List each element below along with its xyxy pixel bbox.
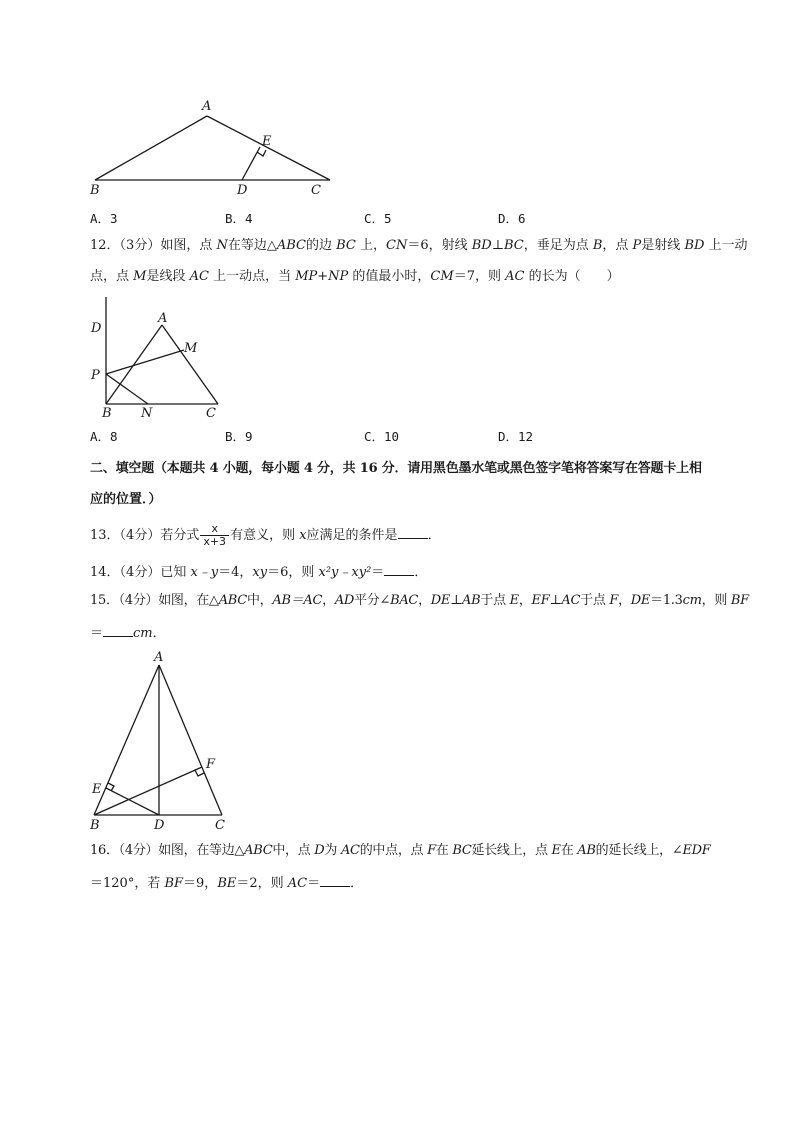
answer-blank (103, 624, 133, 637)
label-f: F (206, 757, 216, 772)
label-c: C (215, 818, 225, 833)
q15-line2: ＝ cm． (90, 626, 166, 641)
label-b: B (102, 406, 112, 421)
segment-ab (95, 116, 207, 180)
section-2-title-line2: 应的位置．） (90, 492, 162, 507)
q12-option-a: A．8 (90, 429, 118, 444)
segment-bf (94, 767, 202, 815)
segment-ac (162, 325, 218, 404)
q12-option-c: C．10 (364, 429, 400, 444)
figure-q12 (85, 292, 230, 422)
label-a: A (202, 99, 212, 114)
label-p: P (91, 368, 100, 383)
figure-q15 (85, 645, 235, 835)
label-b: B (90, 818, 100, 833)
segment-de (106, 788, 159, 815)
q12-option-b: B．9 (225, 429, 253, 444)
q16-line1: 16．（4分）如图，在等边△ABC中，点 D为 AC的中点，点 F在 BC延长线上，点 E在 AB的延长线上，∠EDF (90, 843, 711, 858)
label-d: D (91, 321, 102, 336)
q11-option-c: C．5 (364, 211, 392, 226)
label-b: B (90, 183, 100, 198)
segment-ab (94, 665, 159, 815)
label-d: D (237, 183, 248, 198)
q16-line2: ＝120°，若 BF＝9，BE＝2，则 AC＝ ． (90, 876, 364, 891)
figure-q11 (80, 95, 340, 200)
label-a: A (158, 311, 168, 326)
label-d: D (154, 818, 165, 833)
q13-line: 13．（4分）若分式 $\frac{x}{x+3}$ 有意义，则 x应满足的条件是 ． (90, 522, 441, 548)
label-c: C (206, 406, 216, 421)
answer-blank (320, 874, 350, 887)
segment-pm (106, 350, 184, 374)
q11-option-a: A．3 (90, 211, 118, 226)
answer-blank (384, 563, 414, 576)
label-n: N (141, 406, 153, 421)
q12-line1: 12．（3分）如图，点 N在等边△ABC的边 BC 上，CN＝6，射线 BD⊥BC，垂足为点 B，点 P是射线 BD 上一动 (90, 238, 748, 253)
q12-line2: 点，点 M是线段 AC 上一动点，当 MP+NP 的值最小时，CM＝7，则 AC 的长为（ ） (90, 269, 620, 284)
fraction: $\frac{x}{x+3}$ (200, 523, 229, 548)
q11-option-b: B．4 (225, 211, 253, 226)
label-e: E (262, 134, 272, 149)
answer-blank (398, 526, 428, 539)
label-a: A (154, 650, 164, 665)
q12-option-d: D．12 (498, 429, 534, 444)
segment-pn (106, 374, 148, 404)
label-m: M (184, 341, 198, 356)
right-angle-mark-f (195, 770, 204, 776)
segment-ac (159, 665, 222, 815)
segment-ab (106, 325, 162, 404)
q11-option-d: D．6 (498, 211, 526, 226)
q14-line: 14．（4分）已知 x﹣y＝4，xy＝6，则 x²y﹣xy²＝ ． (90, 565, 428, 580)
section-2-title-line1: 二、填空题（本题共 4 小题，每小题 4 分，共 16 分．请用黑色墨水笔或黑色签字笔将答案写在答题卡上相 (90, 461, 702, 476)
label-c: C (311, 183, 321, 198)
q15-line1: 15．（4分）如图，在△ABC中，AB＝AC，AD平分∠BAC，DE⊥AB于点 E，EF⊥AC于点 F，DE＝1.3cm，则 BF (90, 593, 749, 608)
label-e: E (92, 782, 102, 797)
